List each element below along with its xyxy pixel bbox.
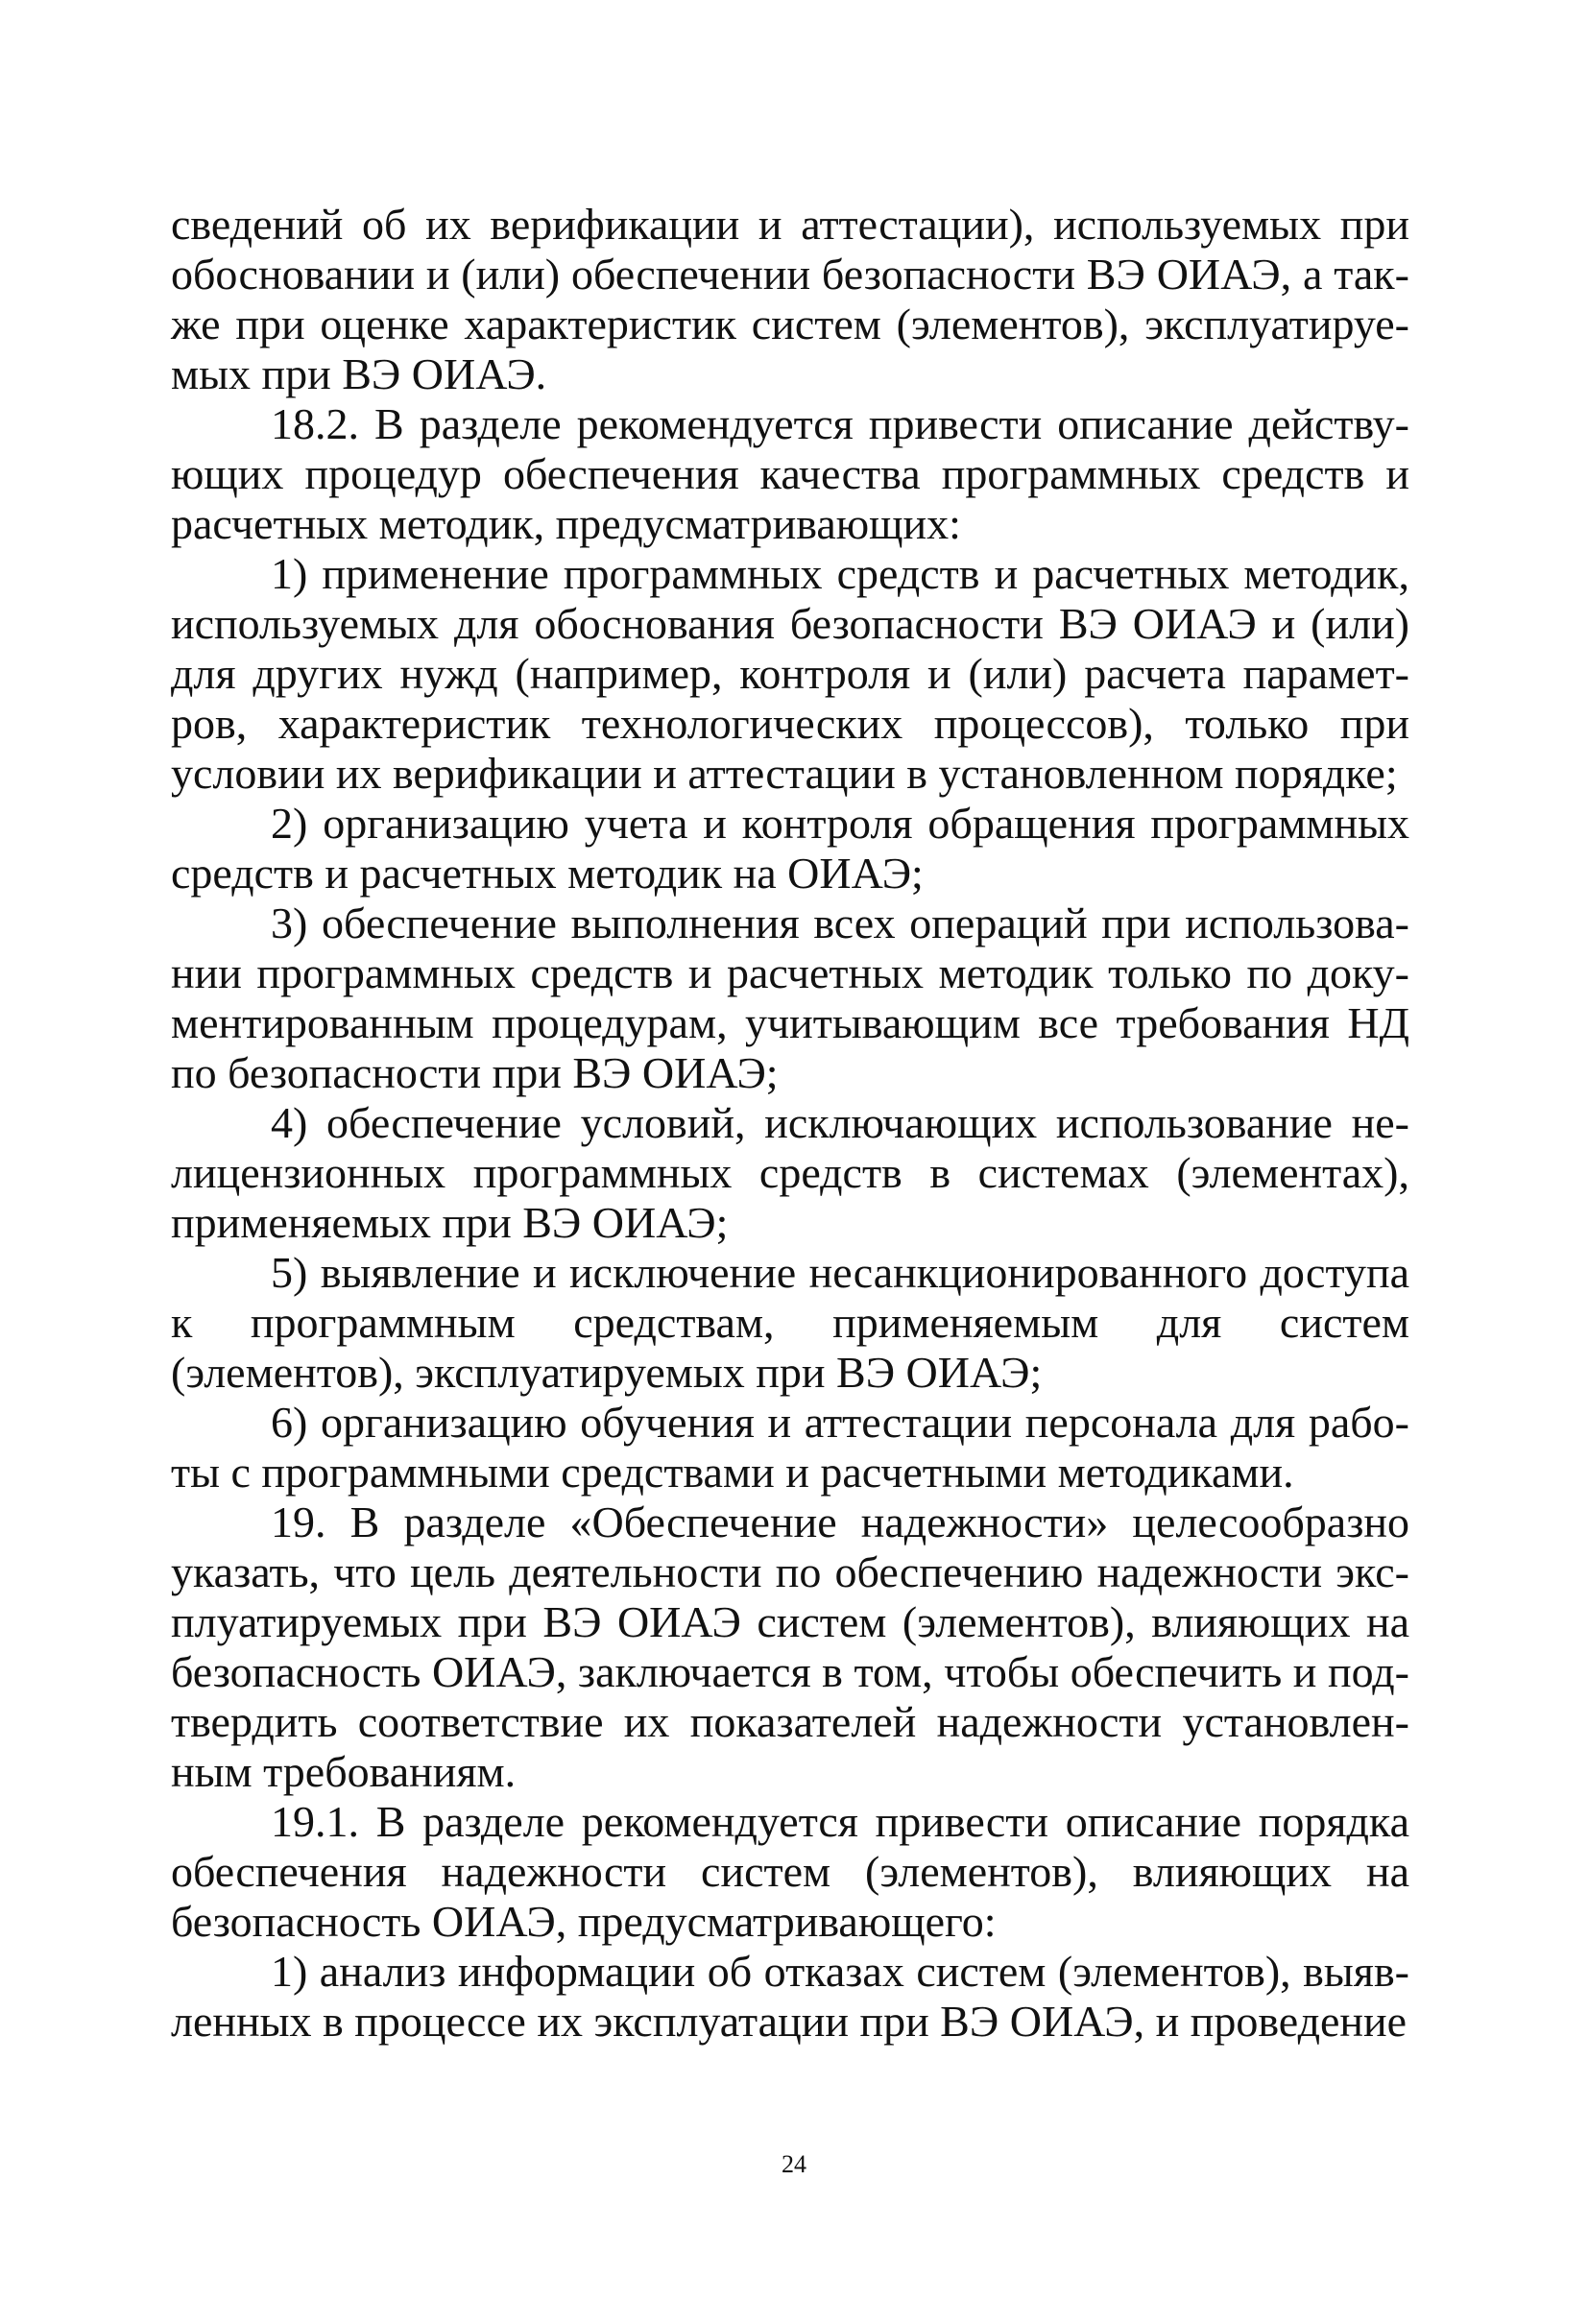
paragraph-18-2: 18.2. В разделе рекомендуется привести описание действующих процедур обеспечения качества программных средств и расчетных методик, предусматривающих: [171,399,1409,548]
paragraph-19-1: 19.1. В разделе рекомендуется привести описание порядка обеспечения надежности систем (элементов), влияющих на безопасность ОИАЭ, предусматривающего: [171,1797,1409,1946]
list-item-4: 4) обеспечение условий, исключающих использование нелицензионных программных средств в системах (элементах), применяемых при ВЭ ОИАЭ; [171,1098,1409,1247]
list-item-1-reliability: 1) анализ информации об отказах систем (элементов), выявленных в процессе их эксплуатации при ВЭ ОИАЭ, и проведение [171,1947,1409,2046]
list-item-5: 5) выявление и исключение несанкционированного доступа к программным средствам, применяемым для систем (элементов), эксплуатируемых при ВЭ ОИАЭ; [171,1248,1409,1397]
list-item-3: 3) обеспечение выполнения всех операций при использовании программных средств и расчетных методик только по документированным процедурам, учитывающим все требования НД по безопасности при ВЭ ОИАЭ; [171,898,1409,1097]
page-number: 24 [782,2150,806,2178]
list-item-6: 6) организацию обучения и аттестации персонала для работы с программными средствами и расчетными методиками. [171,1398,1409,1497]
list-item-1: 1) применение программных средств и расчетных методик, используемых для обоснования безопасности ВЭ ОИАЭ и (или) для других нужд (например, контроля и (или) расчета параметров, характеристик технологических процессов), только при условии их верификации и аттестации в установленном порядке; [171,549,1409,798]
document-body [171,200,1409,2047]
paragraph-continuation: сведений об их верификации и аттестации), используемых при обосновании и (или) обеспечении безопасности ВЭ ОИАЭ, а также при оценке характеристик систем (элементов), эксплуатируемых при ВЭ ОИАЭ. [171,200,1409,398]
paragraph-19: 19. В разделе «Обеспечение надежности» целесообразно указать, что цель деятельности по обеспечению надежности эксплуатируемых при ВЭ ОИАЭ систем (элементов), влияющих на безопасность ОИАЭ, заключается в том, чтобы обеспечить и подтвердить соответствие их показателей надежности установленным требованиям. [171,1497,1409,1796]
list-item-2: 2) организацию учета и контроля обращения программных средств и расчетных методик на ОИАЭ; [171,799,1409,898]
